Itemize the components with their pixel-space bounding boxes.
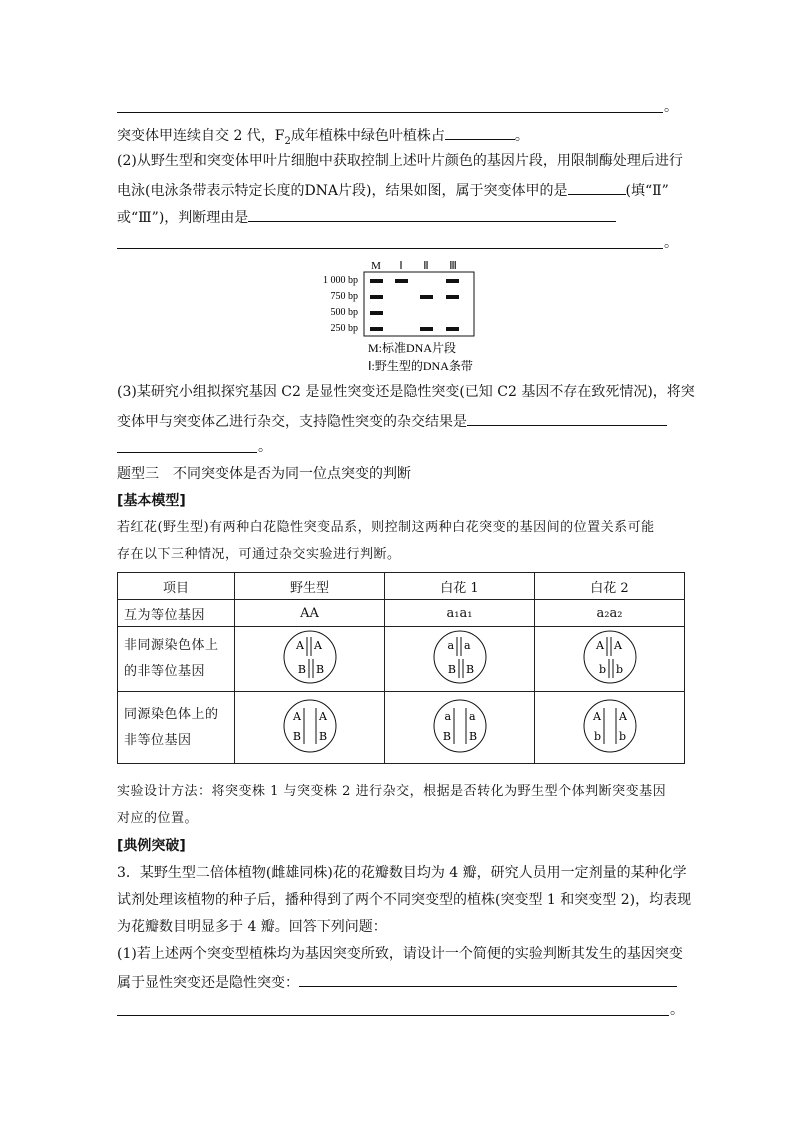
row-label: 非同源染色体上 的非等位基因	[118, 627, 235, 692]
svg-text:A: A	[313, 639, 322, 652]
model-text: 存在以下三种情况，可通过杂交实验进行判断。	[117, 547, 401, 562]
model-text: 若红花(野生型)有两种白花隐性突变品系，则控制这两种白花突变的基因间的位置关系可能	[117, 520, 655, 535]
table-cell: a₂a₂	[535, 600, 685, 627]
method-text: 对应的位置。	[117, 811, 199, 826]
lane-label: Ⅲ	[449, 260, 457, 272]
svg-text:B: B	[315, 663, 324, 676]
svg-text:A: A	[595, 639, 604, 652]
svg-text:b: b	[593, 729, 601, 743]
band-i-1000	[395, 279, 408, 283]
lane-label: Ⅰ	[399, 260, 403, 272]
svg-text:b: b	[615, 663, 623, 676]
table-cell: a₁a₁	[385, 600, 535, 627]
answer-blank[interactable]	[117, 1014, 669, 1016]
table-cell	[235, 627, 385, 692]
question-2-line-3: 或“Ⅲ”)，判断理由是	[117, 207, 616, 227]
lane-label: Ⅱ	[423, 260, 429, 272]
row-label: 互为等位基因	[118, 600, 235, 627]
answer-blank[interactable]	[467, 411, 667, 426]
table-row	[118, 692, 685, 764]
svg-text:A: A	[613, 639, 622, 652]
answer-blank[interactable]	[248, 207, 616, 222]
question-3-line-2: 变体甲与突变体乙进行杂交，支持隐性突变的杂交结果是	[117, 411, 667, 431]
table-cell	[535, 692, 685, 764]
band-m-500	[370, 311, 383, 315]
period: 。	[670, 1002, 684, 1018]
size-label: 1 000 bp	[323, 275, 358, 286]
method-text: 实验设计方法：将突变株 1 与突变株 2 进行杂交，根据是否转化为野生型个体判断突变基因	[117, 784, 667, 799]
table-header: 项目	[118, 573, 235, 600]
svg-text:a: a	[443, 709, 451, 723]
table-cell	[535, 627, 685, 692]
svg-text:B: B	[292, 729, 301, 743]
svg-text:A: A	[318, 709, 327, 723]
svg-text:B: B	[447, 663, 456, 676]
period: 。	[664, 235, 678, 251]
svg-text:a: a	[468, 709, 476, 723]
svg-text:B: B	[318, 729, 327, 743]
answer-blank[interactable]	[117, 451, 257, 453]
question-line: 为花瓣数目明显多于 4 瓣。回答下列问题：	[117, 919, 387, 935]
section-label: [典例突破]	[117, 838, 186, 854]
band-m-250	[370, 327, 383, 331]
svg-text:B: B	[442, 729, 451, 743]
table-cell	[385, 627, 535, 692]
question-2-line-2: 电泳(电泳条带表示特定长度的DNA片段)，结果如图，属于突变体甲的是 (填“Ⅱ”	[117, 180, 669, 200]
svg-text:A: A	[592, 709, 601, 723]
svg-text:A: A	[295, 639, 304, 652]
table-row	[118, 573, 685, 600]
chromosome-diagram	[280, 629, 340, 685]
question-line: 试剂处理该植物的种子后，播种得到了两个不同突变型的植株(突变型 1 和突变型 2)，均表现	[117, 892, 692, 908]
answer-blank[interactable]	[117, 247, 663, 249]
svg-text:B: B	[297, 663, 306, 676]
row-label: 同源染色体上的 非等位基因	[118, 692, 235, 764]
table-cell	[385, 692, 535, 764]
size-label: 750 bp	[330, 291, 358, 302]
table-cell: AA	[235, 600, 385, 627]
size-label: 500 bp	[330, 307, 358, 318]
question-2-line-1: (2)从野生型和突变体甲叶片细胞中获取控制上述叶片颜色的基因片段，用限制酶处理后进行	[117, 153, 683, 169]
svg-text:B: B	[465, 663, 474, 676]
band-iii-250	[446, 327, 459, 331]
svg-text:b: b	[598, 663, 606, 676]
answer-blank[interactable]	[299, 972, 677, 987]
lane-label: M	[371, 260, 381, 272]
band-m-1000	[370, 279, 383, 283]
band-iii-1000	[446, 279, 459, 283]
table-header: 白花 2	[535, 573, 685, 600]
gene-table	[117, 572, 685, 764]
svg-text:a: a	[446, 639, 454, 652]
chromosome-diagram	[280, 698, 340, 754]
section-title: 题型三 不同突变体是否为同一位点突变的判断	[117, 466, 411, 482]
table-header: 野生型	[235, 573, 385, 600]
chromosome-diagram	[430, 698, 490, 754]
svg-text:b: b	[618, 729, 626, 743]
size-label: 250 bp	[330, 323, 358, 334]
period: 。	[258, 439, 272, 455]
table-cell	[235, 692, 385, 764]
period: 。	[664, 99, 678, 115]
table-header: 白花 1	[385, 573, 535, 600]
table-row	[118, 627, 685, 692]
question-line: (1)若上述两个突变型植株均为基因突变所致，请设计一个简便的实验判断其发生的基因突变	[117, 946, 683, 962]
chromosome-diagram	[430, 629, 490, 685]
chromosome-diagram	[580, 629, 640, 685]
answer-blank[interactable]	[568, 180, 626, 195]
electrophoresis-gel	[310, 258, 490, 378]
question-3-line-1: (3)某研究小组拟探究基因 C2 是显性突变还是隐性突变(已知 C2 基因不存在致死情况)，将突	[117, 384, 695, 400]
svg-text:a: a	[463, 639, 471, 652]
svg-text:A: A	[618, 709, 627, 723]
table-row	[118, 600, 685, 627]
section-label: [基本模型]	[117, 493, 186, 509]
answer-blank[interactable]	[117, 111, 663, 113]
band-iii-750	[446, 295, 459, 299]
gel-caption: Ⅰ:野生型的DNA条带	[368, 359, 473, 373]
band-ii-750	[420, 295, 433, 299]
band-ii-250	[420, 327, 433, 331]
question-line: 3．某野生型二倍体植物(雌雄同株)花的花瓣数目均为 4 瓣，研究人员用一定剂量的某种化学	[117, 865, 687, 881]
answer-blank[interactable]	[445, 125, 515, 140]
svg-text:A: A	[292, 709, 301, 723]
gel-caption: M:标准DNA片段	[368, 341, 457, 355]
question-line: 突变体甲连续自交 2 代，$F_2$成年植株中绿色叶植株占 。	[117, 125, 529, 151]
svg-text:B: B	[468, 729, 477, 743]
question-line: 属于显性突变还是隐性突变：	[117, 972, 677, 992]
chromosome-diagram	[580, 698, 640, 754]
band-m-750	[370, 295, 383, 299]
